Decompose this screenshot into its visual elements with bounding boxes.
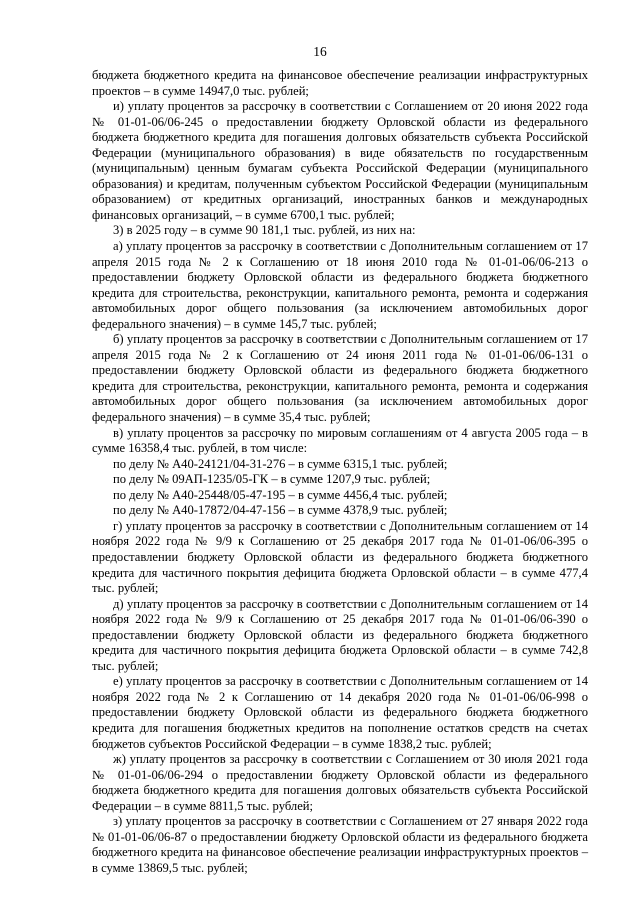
document-body: [92, 68, 588, 876]
case-line-4: по делу № А40-17872/04-47-156 – в сумме 4378,9 тыс. рублей;: [113, 503, 448, 518]
case-line-1: по делу № А40-24121/04-31-276 – в сумме 6315,1 тыс. рублей;: [113, 456, 448, 471]
case-line-2: по делу № 09АП-1235/05-ГК – в сумме 1207,9 тыс. рублей;: [113, 472, 431, 487]
paragraph-item-g: г) уплату процентов за рассрочку в соответствии с Дополнительным соглашением от 14 ноября 2022 года № 9/9 к Соглашению от 25 декабря 2017 года № 01-01-06/06-395 о предоставлении бюджету Орловской области из федерального бюджета бюджетного кредита для частичного покрытия дефицита бюджета Орловской области – в сумме 477,4 тыс. рублей;: [92, 518, 588, 596]
paragraph-item-v: в) уплату процентов за рассрочку по мировым соглашениям от 4 августа 2005 года – в сумме 16358,4 тыс. рублей, в том числе:: [92, 425, 588, 456]
paragraph-year-2025: 3) в 2025 году – в сумме 90 181,1 тыс. рублей, из них на:: [113, 223, 416, 238]
paragraph-continuation: бюджета бюджетного кредита на финансовое обеспечение реализации инфраструктурных проектов – в сумме 14947,0 тыс. рублей;: [92, 68, 588, 98]
case-line-3: по делу № А40-25448/05-47-195 – в сумме 4456,4 тыс. рублей;: [113, 487, 448, 502]
paragraph-item-b: б) уплату процентов за рассрочку в соответствии с Дополнительным соглашением от 17 апреля 2015 года № 2 к Соглашению от 24 июня 2011 года № 01-01-06/06-131 о предоставлении бюджету Орловской области из федерального бюджета бюджетного кредита для строительства, реконструкции, капитального ремонта, ремонта и содержания автомобильных дорог общего пользования (за исключением автомобильных дорог федерального значения) – в сумме 35,4 тыс. рублей;: [92, 332, 588, 425]
page-number: 16: [313, 44, 327, 59]
paragraph-item-zh: ж) уплату процентов за рассрочку в соответствии с Соглашением от 30 июля 2021 года № 01-01-06/06-294 о предоставлении бюджету Орловской области из федерального бюджета бюджетного кредита для погашения долговых обязательств субъекта Российской Федерации – в сумме 8811,5 тыс. рублей;: [92, 752, 588, 813]
paragraph-item-a: а) уплату процентов за рассрочку в соответствии с Дополнительным соглашением от 17 апреля 2015 года № 2 к Соглашению от 18 июня 2010 года № 01-01-06/06-213 о предоставлении бюджету Орловской области из федерального бюджета бюджетного кредита для строительства, реконструкции, капитального ремонта, ремонта и содержания автомобильных дорог общего пользования (за исключением автомобильных дорог федерального значения) – в сумме 145,7 тыс. рублей;: [92, 239, 588, 331]
paragraph-item-i: и) уплату процентов за рассрочку в соответствии с Соглашением от 20 июня 2022 года № 01-01-06/06-245 о предоставлении бюджету Орловской области из федерального бюджета бюджетного кредита для погашения долговых обязательств субъекта Российской Федерации (муниципального образования) в виде обязательств по государственным (муниципальным) ценным бумагам субъекта Российской Федерации (муниципального образования) и кредитам, полученным субъектом Российской Федерации (муниципальным образованием) от кредитных организаций, иностранных банков и международных финансовых организаций, – в сумме 6700,1 тыс. рублей;: [92, 99, 588, 222]
paragraph-item-d: д) уплату процентов за рассрочку в соответствии с Дополнительным соглашением от 14 ноября 2022 года № 9/9 к Соглашению от 25 декабря 2017 года № 01-01-06/06-390 о предоставлении бюджету Орловской области из федерального бюджета бюджетного кредита для частичного покрытия дефицита бюджета Орловской области – в сумме 742,8 тыс. рублей;: [92, 596, 588, 673]
paragraph-item-e: е) уплату процентов за рассрочку в соответствии с Дополнительным соглашением от 14 ноября 2022 года № 2 к Соглашению от 14 декабря 2020 года № 01-01-06/06-998 о предоставлении бюджету Орловской области из федерального бюджета бюджетного кредита для погашения бюджетных кредитов на пополнение остатков средств на счетах бюджетов субъектов Российской Федерации – в сумме 1838,2 тыс. рублей;: [92, 674, 588, 751]
paragraph-item-z: з) уплату процентов за рассрочку в соответствии с Соглашением от 27 января 2022 года № 01-01-06/06-87 о предоставлении бюджету Орловской области из федерального бюджета бюджетного кредита на финансовое обеспечение реализации инфраструктурных проектов – в сумме 13869,5 тыс. рублей;: [92, 814, 588, 875]
